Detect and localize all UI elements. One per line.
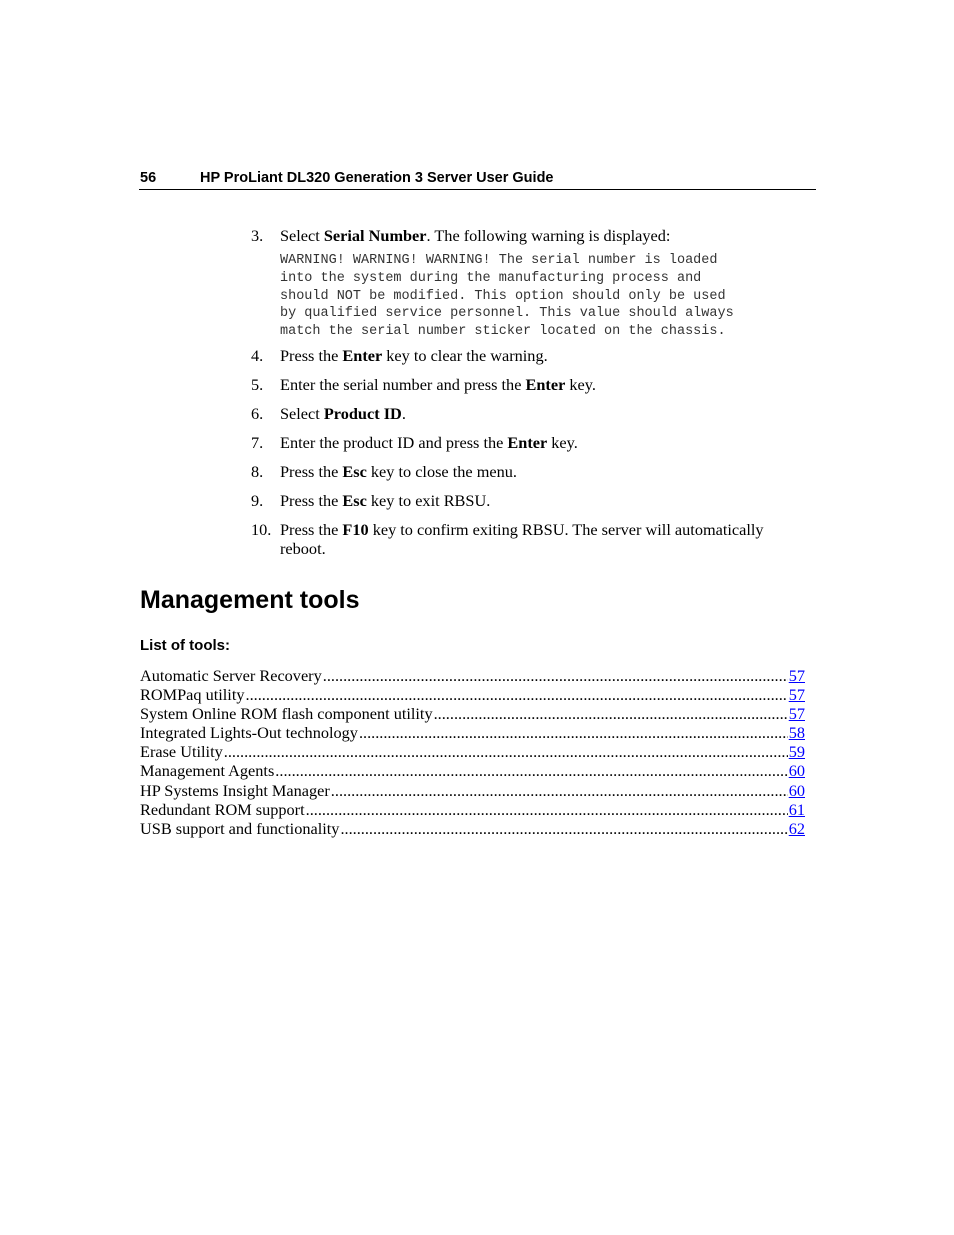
step-number: 7.	[251, 432, 264, 452]
step-text-run: Press the	[280, 490, 343, 510]
key-term: Serial Number	[323, 226, 427, 245]
key-term: Esc	[342, 461, 367, 481]
toc-entry-label: HP Systems Insight Manager	[140, 780, 330, 800]
step-number: 3.	[251, 226, 264, 245]
procedure-step	[251, 404, 811, 423]
key-term: Enter	[342, 345, 383, 365]
step-text	[280, 346, 548, 365]
toc-entry-label: Redundant ROM support	[140, 799, 305, 819]
toc-entry	[140, 781, 805, 800]
step-number: 10.	[251, 519, 272, 539]
step-number: 5.	[251, 374, 264, 394]
step-text	[280, 491, 490, 510]
step-text	[280, 433, 578, 452]
toc-page-link[interactable]: 57	[788, 685, 805, 705]
tools-list	[140, 666, 805, 838]
step-text-run: Press the	[280, 461, 343, 481]
step-text-run: Press the	[280, 519, 343, 539]
key-term: Enter	[507, 432, 548, 452]
toc-entry	[140, 742, 805, 761]
toc-entry-label: Integrated Lights-Out technology	[140, 723, 358, 743]
step-number: 9.	[251, 490, 264, 510]
dot-leader	[246, 685, 788, 704]
step-text-run: key to confirm exiting RBSU. The server will automatically reboot.	[280, 519, 764, 558]
procedure-steps	[251, 226, 811, 568]
step-text	[280, 462, 517, 481]
step-text	[280, 226, 670, 245]
toc-page-link[interactable]: 57	[788, 666, 805, 685]
toc-entry-label: USB support and functionality	[140, 818, 340, 838]
procedure-step	[251, 433, 811, 452]
step-number: 6.	[251, 403, 264, 423]
toc-page-link[interactable]: 60	[788, 761, 805, 781]
toc-entry	[140, 723, 805, 742]
toc-entry	[140, 800, 805, 819]
toc-entry-label: Automatic Server Recovery	[140, 666, 322, 685]
procedure-step	[251, 491, 811, 510]
procedure-step	[251, 520, 811, 558]
dot-leader	[306, 800, 788, 819]
running-header	[139, 166, 816, 190]
toc-entry	[140, 761, 805, 780]
step-text	[280, 404, 406, 423]
warning-message: WARNING! WARNING! WARNING! The serial number is loaded into the system during the manufacturing process and should NOT be modified. This option should only be used by qualified service personnel. This value should always match the serial number sticker located on the chassis.	[280, 253, 734, 340]
toc-entry-label: Erase Utility	[140, 742, 223, 762]
dot-leader	[340, 819, 787, 838]
step-text	[280, 520, 764, 558]
step-text-run: Enter the product ID and press the	[280, 432, 508, 452]
dot-leader	[323, 666, 788, 685]
toc-page-link[interactable]: 62	[788, 818, 805, 838]
toc-entry-label: System Online ROM flash component utility	[140, 704, 433, 724]
toc-entry-label: ROMPaq utility	[140, 685, 245, 705]
procedure-step	[251, 375, 811, 394]
toc-entry	[140, 685, 805, 704]
toc-page-link[interactable]: 59	[788, 742, 805, 762]
toc-page-link[interactable]: 61	[788, 799, 805, 819]
step-text-run: . The following warning is displayed:	[426, 226, 671, 245]
toc-page-link[interactable]: 58	[788, 723, 805, 743]
toc-entry	[140, 666, 805, 685]
toc-entry	[140, 704, 805, 723]
dot-leader	[359, 723, 788, 742]
step-number: 4.	[251, 345, 264, 365]
dot-leader	[331, 781, 788, 800]
procedure-step	[251, 226, 811, 341]
step-text-run: key to close the menu.	[366, 461, 517, 481]
key-term: F10	[342, 519, 369, 539]
toc-page-link[interactable]: 60	[788, 780, 805, 800]
list-heading: List of tools:	[140, 637, 230, 654]
step-text	[280, 375, 596, 394]
step-text-run: key to clear the warning.	[382, 345, 548, 365]
dot-leader	[224, 742, 788, 761]
dot-leader	[275, 761, 787, 780]
step-text-run: Enter the serial number and press the	[280, 374, 526, 394]
toc-page-link[interactable]: 57	[788, 704, 805, 724]
step-number: 8.	[251, 461, 264, 481]
dot-leader	[434, 704, 788, 723]
key-term: Enter	[525, 374, 566, 394]
step-text-run: Select	[280, 226, 324, 245]
step-text-run: .	[401, 403, 406, 423]
step-text-run: Press the	[280, 345, 343, 365]
step-text-run: key to exit RBSU.	[366, 490, 491, 510]
toc-entry	[140, 819, 805, 838]
toc-entry-label: Management Agents	[140, 761, 275, 781]
key-term: Product ID	[323, 403, 402, 423]
document-title: HP ProLiant DL320 Generation 3 Server User Guide	[200, 170, 554, 186]
step-text-run: key.	[547, 432, 578, 452]
section-title: Management tools	[140, 586, 360, 614]
procedure-step	[251, 462, 811, 481]
key-term: Esc	[342, 490, 367, 510]
page-number: 56	[140, 170, 157, 186]
step-text-run: Select	[280, 403, 324, 423]
procedure-step	[251, 346, 811, 365]
step-text-run: key.	[565, 374, 596, 394]
